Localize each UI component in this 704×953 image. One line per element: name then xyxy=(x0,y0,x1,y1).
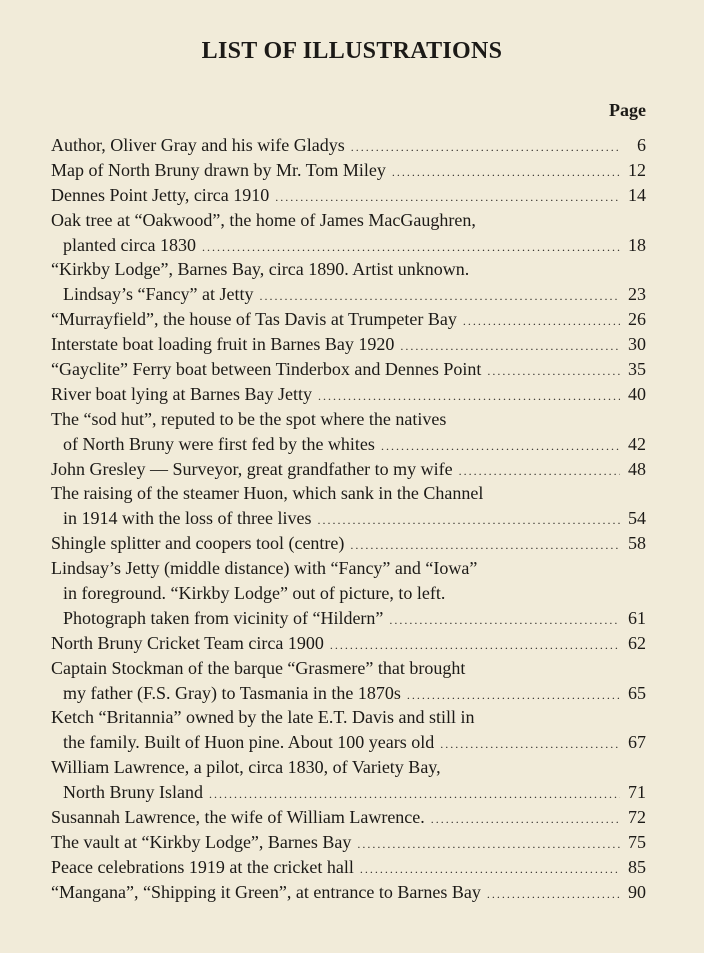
illustration-caption: in foreground. “Kirkby Lodge” out of picture, to left. xyxy=(63,583,446,604)
page-number: 23 xyxy=(628,284,646,305)
list-item-line xyxy=(51,407,646,432)
illustration-caption: Ketch “Britannia” owned by the late E.T. Davis and still in xyxy=(51,707,475,728)
list-item xyxy=(51,481,646,531)
list-item-line xyxy=(51,158,646,183)
dot-leader xyxy=(317,508,620,533)
page-number: 90 xyxy=(628,881,646,902)
illustration-caption: River boat lying at Barnes Bay Jetty xyxy=(51,383,312,404)
list-item xyxy=(51,805,646,830)
list-item xyxy=(51,855,646,880)
page-number: 58 xyxy=(628,533,646,554)
illustration-caption: Author, Oliver Gray and his wife Gladys xyxy=(51,135,345,155)
illustration-caption: The “sod hut”, reputed to be the spot where the natives xyxy=(51,408,447,429)
illustration-caption: Shingle splitter and coopers tool (centre) xyxy=(51,533,345,554)
page-number: 40 xyxy=(628,383,646,404)
illustration-caption: The vault at “Kirkby Lodge”, Barnes Bay xyxy=(51,831,352,852)
illustration-caption: William Lawrence, a pilot, circa 1830, of Variety Bay, xyxy=(51,757,441,778)
list-item xyxy=(51,755,646,805)
page-number: 61 xyxy=(628,607,646,628)
illustration-caption: Captain Stockman of the barque “Grasmere” that brought xyxy=(51,657,466,678)
illustrations-list xyxy=(51,133,646,905)
dot-leader xyxy=(487,882,620,907)
page-number: 54 xyxy=(628,508,646,529)
page-number: 67 xyxy=(628,732,646,753)
illustration-caption: North Bruny Island xyxy=(63,782,203,803)
list-item xyxy=(51,357,646,382)
page-column-header: Page xyxy=(609,100,646,120)
page-number: 26 xyxy=(628,309,646,330)
list-item xyxy=(51,183,646,208)
illustration-caption: Oak tree at “Oakwood”, the home of James MacGaughren, xyxy=(51,209,476,230)
list-item xyxy=(51,656,646,706)
dot-leader xyxy=(389,608,620,633)
illustration-caption: Photograph taken from vicinity of “Hildern” xyxy=(63,607,384,628)
list-item-line xyxy=(51,208,646,233)
dot-leader xyxy=(381,434,620,459)
page-number: 14 xyxy=(628,184,646,205)
dot-leader xyxy=(487,359,620,384)
list-item xyxy=(51,531,646,556)
list-item xyxy=(51,307,646,332)
page-number: 30 xyxy=(628,334,646,355)
list-item xyxy=(51,880,646,905)
list-item xyxy=(51,705,646,755)
illustration-caption: Lindsay’s Jetty (middle distance) with “Fancy” and “Iowa” xyxy=(51,558,478,579)
list-item xyxy=(51,208,646,258)
dot-leader xyxy=(275,185,620,210)
dot-leader xyxy=(463,309,620,334)
dot-leader xyxy=(209,782,620,807)
page-number: 65 xyxy=(628,682,646,703)
illustration-caption: of North Bruny were first fed by the whites xyxy=(63,433,375,454)
list-item xyxy=(51,158,646,183)
illustration-caption: Peace celebrations 1919 at the cricket hall xyxy=(51,856,354,877)
page-number: 62 xyxy=(628,632,646,653)
list-item-line xyxy=(51,556,646,581)
list-item-line xyxy=(51,506,646,531)
illustration-caption: Lindsay’s “Fancy” at Jetty xyxy=(63,284,254,305)
page-number: 72 xyxy=(628,807,646,828)
dot-leader xyxy=(350,533,620,558)
illustration-caption: John Gresley — Surveyor, great grandfather to my wife xyxy=(51,458,453,479)
page-number: 12 xyxy=(628,159,646,180)
list-item-line xyxy=(51,631,646,656)
list-item-line xyxy=(51,183,646,208)
dot-leader xyxy=(360,857,620,882)
list-item-line xyxy=(51,606,646,631)
illustration-caption: Susannah Lawrence, the wife of William Lawrence. xyxy=(51,807,425,828)
illustration-caption: my father (F.S. Gray) to Tasmania in the 1870s xyxy=(63,682,401,703)
illustration-caption: “Mangana”, “Shipping it Green”, at entrance to Barnes Bay xyxy=(51,881,481,902)
illustration-caption: in 1914 with the loss of three lives xyxy=(63,508,312,529)
list-item-line xyxy=(51,282,646,307)
dot-leader xyxy=(440,732,620,757)
list-item xyxy=(51,457,646,482)
page-number: 85 xyxy=(628,856,646,877)
list-item-line xyxy=(51,755,646,780)
dot-leader xyxy=(431,807,620,832)
dot-leader xyxy=(400,334,620,359)
dot-leader xyxy=(330,633,620,658)
list-item xyxy=(51,556,646,631)
list-item xyxy=(51,133,646,158)
illustration-caption: Interstate boat loading fruit in Barnes Bay 1920 xyxy=(51,334,395,355)
list-item-line xyxy=(51,780,646,805)
page-number: 18 xyxy=(628,234,646,255)
list-item-line xyxy=(51,830,646,855)
page-number: 48 xyxy=(628,458,646,479)
illustration-caption: planted circa 1830 xyxy=(63,234,196,255)
list-item-line xyxy=(51,656,646,681)
list-item-line xyxy=(51,581,646,606)
list-item-line xyxy=(51,432,646,457)
list-item-line xyxy=(51,257,646,282)
list-item-line xyxy=(51,730,646,755)
list-item-line xyxy=(51,705,646,730)
page-number: 71 xyxy=(628,782,646,803)
page-number: 75 xyxy=(628,831,646,852)
list-item-line xyxy=(51,307,646,332)
list-item-line xyxy=(51,357,646,382)
list-item-line xyxy=(51,382,646,407)
illustration-caption: “Gayclite” Ferry boat between Tinderbox and Dennes Point xyxy=(51,359,482,380)
illustration-caption: North Bruny Cricket Team circa 1900 xyxy=(51,632,324,653)
list-item-line xyxy=(51,481,646,506)
illustration-caption: “Murrayfield”, the house of Tas Davis at Trumpeter Bay xyxy=(51,309,457,330)
illustration-caption: Map of North Bruny drawn by Mr. Tom Miley xyxy=(51,159,386,180)
list-item-line xyxy=(51,681,646,706)
dot-leader xyxy=(259,284,620,309)
list-item-line xyxy=(51,855,646,880)
dot-leader xyxy=(351,135,620,160)
list-item-line xyxy=(51,133,646,158)
illustration-caption: the family. Built of Huon pine. About 100 years old xyxy=(63,732,435,753)
list-item-line xyxy=(51,332,646,357)
page-number: 42 xyxy=(628,433,646,454)
dot-leader xyxy=(392,160,620,185)
page-number: 35 xyxy=(628,359,646,380)
list-item xyxy=(51,257,646,307)
list-item xyxy=(51,382,646,407)
dot-leader xyxy=(357,832,620,857)
page-title: LIST OF ILLUSTRATIONS xyxy=(201,38,503,64)
list-item-line xyxy=(51,233,646,258)
list-item xyxy=(51,631,646,656)
list-item xyxy=(51,830,646,855)
list-item-line xyxy=(51,457,646,482)
illustration-caption: “Kirkby Lodge”, Barnes Bay, circa 1890. Artist unknown. xyxy=(51,259,470,280)
page-number: 6 xyxy=(637,135,646,155)
list-item xyxy=(51,332,646,357)
dot-leader xyxy=(459,459,620,484)
dot-leader xyxy=(407,683,620,708)
dot-leader xyxy=(202,235,620,260)
illustration-caption: Dennes Point Jetty, circa 1910 xyxy=(51,184,270,205)
list-item xyxy=(51,407,646,457)
dot-leader xyxy=(318,384,620,409)
list-item-line xyxy=(51,805,646,830)
list-item-line xyxy=(51,531,646,556)
list-item-line xyxy=(51,880,646,905)
illustration-caption: The raising of the steamer Huon, which sank in the Channel xyxy=(51,483,484,504)
